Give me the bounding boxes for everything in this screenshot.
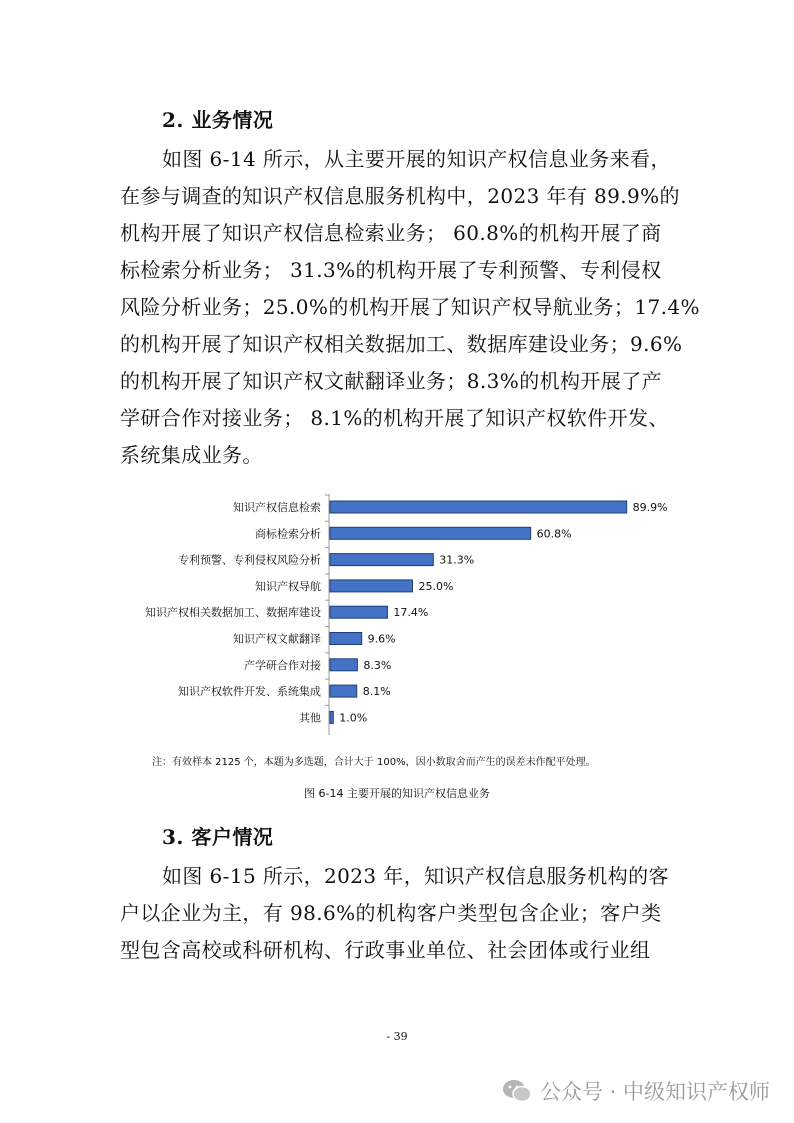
value-label: 1.0% bbox=[339, 711, 368, 725]
section-heading-business: 2. 业务情况 bbox=[162, 108, 274, 132]
paragraph-line: 如图 6-14 所示，从主要开展的知识产权信息业务来看， bbox=[162, 147, 671, 171]
business-bar-chart bbox=[0, 490, 794, 735]
paragraph-line: 机构开展了知识产权信息检索业务； 60.8%的机构开展了商 bbox=[120, 221, 662, 245]
watermark-text: 公众号 · 中级知识产权师 bbox=[539, 1080, 770, 1104]
category-label: 其他 bbox=[299, 711, 321, 725]
paragraph-line: 在参与调查的知识产权信息服务机构中，2023 年有 89.9%的 bbox=[120, 184, 680, 208]
category-label: 知识产权信息检索 bbox=[233, 501, 321, 514]
paragraph-line: 型包含高校或科研机构、行政事业单位、社会团体或行业组 bbox=[120, 938, 651, 962]
page-number: - 39 bbox=[386, 1030, 408, 1043]
bar bbox=[330, 685, 357, 697]
business-paragraph bbox=[120, 141, 700, 474]
bar bbox=[330, 527, 531, 539]
category-label: 知识产权文献翻译 bbox=[233, 632, 321, 646]
category-label: 产学研合作对接 bbox=[244, 658, 321, 672]
bar bbox=[330, 711, 333, 723]
value-label: 25.0% bbox=[418, 579, 454, 593]
chart-note: 注：有效样本 2125 个，本题为多选题，合计大于 100%，因小数取舍而产生的误差未作配平处理。 bbox=[152, 757, 596, 768]
paragraph-line: 系统集成业务。 bbox=[120, 443, 263, 467]
paragraph-line: 学研合作对接业务； 8.1%的机构开展了知识产权软件开发、 bbox=[120, 406, 669, 430]
value-label: 89.9% bbox=[632, 501, 668, 514]
wechat-icon bbox=[502, 1078, 532, 1104]
value-label: 8.3% bbox=[363, 658, 392, 672]
watermark bbox=[502, 1076, 770, 1106]
bar bbox=[330, 633, 362, 645]
value-label: 17.4% bbox=[393, 606, 429, 620]
category-label: 专利预警、专利侵权风险分析 bbox=[178, 553, 321, 567]
bar bbox=[330, 659, 357, 671]
clients-paragraph bbox=[120, 858, 680, 969]
paragraph-line: 风险分析业务；25.0%的机构开展了知识产权导航业务；17.4% bbox=[120, 295, 700, 319]
category-label: 商标检索分析 bbox=[255, 527, 321, 541]
bar bbox=[330, 554, 433, 566]
paragraph-line: 的机构开展了知识产权相关数据加工、数据库建设业务；9.6% bbox=[120, 332, 683, 356]
value-label: 60.8% bbox=[536, 527, 572, 541]
bar bbox=[330, 580, 413, 592]
paragraph-line: 户以企业为主，有 98.6%的机构客户类型包含企业；客户类 bbox=[120, 901, 662, 925]
bar bbox=[330, 501, 627, 513]
value-label: 31.3% bbox=[439, 553, 475, 567]
bar-chart-svg bbox=[0, 490, 794, 735]
category-label: 知识产权相关数据加工、数据库建设 bbox=[145, 606, 321, 620]
paragraph-line: 的机构开展了知识产权文献翻译业务；8.3%的机构开展了产 bbox=[120, 369, 663, 393]
value-label: 8.1% bbox=[362, 685, 391, 699]
category-label: 知识产权导航 bbox=[255, 579, 321, 593]
category-label: 知识产权软件开发、系统集成 bbox=[178, 685, 321, 699]
figure-caption: 图 6-14 主要开展的知识产权信息业务 bbox=[304, 787, 490, 800]
paragraph-line: 如图 6-15 所示，2023 年，知识产权信息服务机构的客 bbox=[162, 864, 669, 888]
section-heading-clients: 3. 客户情况 bbox=[162, 825, 274, 849]
paragraph-line: 标检索分析业务； 31.3%的机构开展了专利预警、专利侵权 bbox=[120, 258, 662, 282]
bar bbox=[330, 606, 387, 618]
value-label: 9.6% bbox=[367, 632, 396, 646]
